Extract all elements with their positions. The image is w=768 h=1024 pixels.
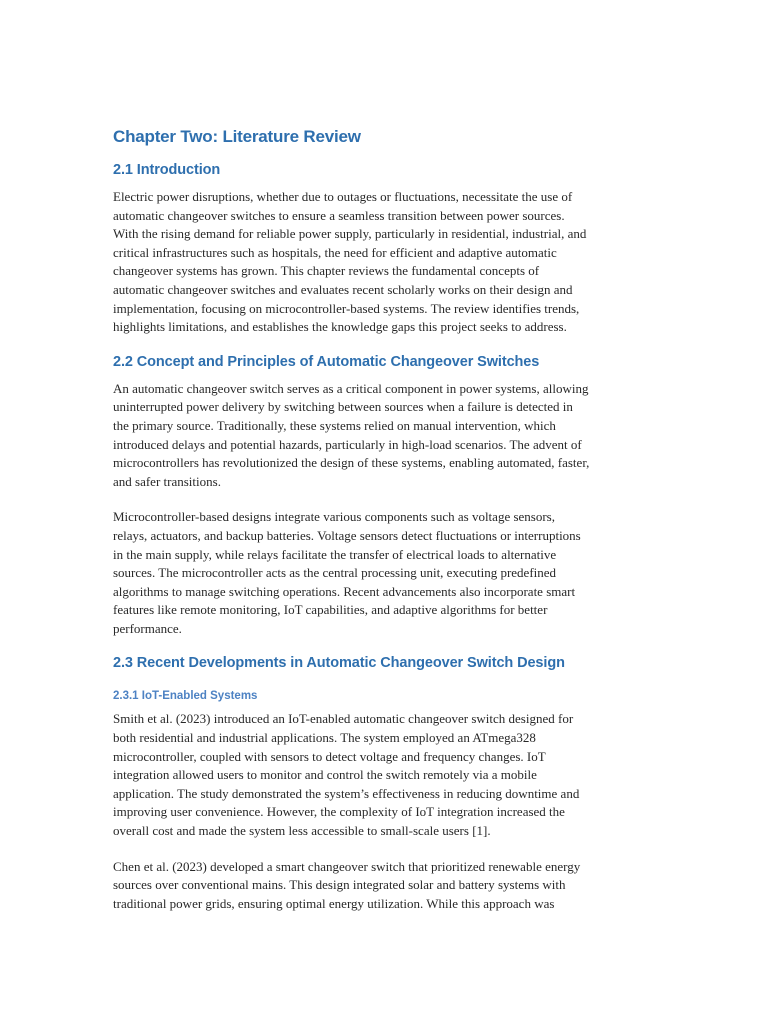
paragraph-line: microcontroller, coupled with sensors to detect voltage and frequency changes. IoT bbox=[113, 748, 546, 764]
paragraph-intro bbox=[113, 188, 657, 337]
paragraph-line: implementation, focusing on microcontroller-based systems. The review identifies trends, bbox=[113, 300, 580, 316]
chapter-title: Chapter Two: Literature Review bbox=[113, 127, 361, 146]
paragraph-line: in the main supply, while relays facilitate the transfer of electrical loads to alternative bbox=[113, 546, 557, 562]
section-heading-2-2: 2.2 Concept and Principles of Automatic Changeover Switches bbox=[113, 353, 540, 370]
paragraph-line: Microcontroller-based designs integrate various components such as voltage sensors, bbox=[113, 509, 555, 525]
paragraph-line: overall cost and made the system less accessible to small-scale users [1]. bbox=[113, 823, 491, 839]
paragraph-line: features like remote monitoring, IoT capabilities, and adaptive algorithms for better bbox=[113, 602, 548, 618]
paragraph-line: critical infrastructures such as hospitals, the need for efficient and adaptive automatic bbox=[113, 244, 557, 260]
paragraph-line: introduced delays and potential hazards, particularly in high-load scenarios. The advent of bbox=[113, 436, 582, 452]
section-heading-2-3: 2.3 Recent Developments in Automatic Changeover Switch Design bbox=[113, 655, 565, 672]
paragraph-line: integration allowed users to monitor and control the switch remotely via a mobile bbox=[113, 767, 537, 783]
paragraph-concept-1 bbox=[113, 380, 657, 492]
paragraph-line: traditional power grids, ensuring optimal energy utilization. While this approach was bbox=[113, 895, 555, 911]
section-heading-2-1: 2.1 Introduction bbox=[113, 162, 221, 178]
paragraph-concept-2 bbox=[113, 508, 657, 638]
paragraph-line: changeover systems has grown. This chapter reviews the fundamental concepts of bbox=[113, 263, 540, 279]
paragraph-line: the primary source. Traditionally, these systems relied on manual intervention, which bbox=[113, 417, 556, 433]
paragraph-line: performance. bbox=[113, 620, 182, 636]
paragraph-line: and safer transitions. bbox=[113, 473, 221, 489]
paragraph-iot-chen bbox=[113, 858, 657, 914]
paragraph-line: automatic changeover switches to ensure a seamless transition between power sources. bbox=[113, 207, 565, 223]
paragraph-line: highlights limitations, and establishes the knowledge gaps this project seeks to address. bbox=[113, 319, 567, 335]
paragraph-line: sources. The microcontroller acts as the central processing unit, executing predefined bbox=[113, 565, 557, 581]
paragraph-line: sources over conventional mains. This design integrated solar and battery systems with bbox=[113, 877, 566, 893]
paragraph-line: An automatic changeover switch serves as a critical component in power systems, allowing bbox=[113, 380, 589, 396]
paragraph-line: Electric power disruptions, whether due to outages or fluctuations, necessitate the use of bbox=[113, 189, 573, 204]
paragraph-line: application. The study demonstrated the system’s effectiveness in reducing downtime and bbox=[113, 785, 580, 801]
paragraph-iot-smith bbox=[113, 710, 657, 840]
paragraph-line: Chen et al. (2023) developed a smart changeover switch that prioritized renewable energy bbox=[113, 858, 581, 874]
paragraph-line: Smith et al. (2023) introduced an IoT-enabled automatic changeover switch designed for bbox=[113, 711, 574, 727]
subsection-heading-2-3-1: 2.3.1 IoT-Enabled Systems bbox=[113, 690, 258, 703]
paragraph-line: improving user convenience. However, the complexity of IoT integration increased the bbox=[113, 804, 565, 820]
paragraph-line: both residential and industrial applications. The system employed an ATmega328 bbox=[113, 730, 536, 746]
paragraph-line: uninterrupted power delivery by switching between sources when a failure is detected in bbox=[113, 399, 573, 415]
paragraph-line: microcontrollers has revolutionized the design of these systems, enabling automated, faster, bbox=[113, 455, 590, 471]
paragraph-line: relays, actuators, and backup batteries. Voltage sensors detect fluctuations or interruptions bbox=[113, 527, 581, 543]
paragraph-line: automatic changeover switches and evaluates recent scholarly works on their design and bbox=[113, 281, 573, 297]
paragraph-line: algorithms to manage switching operations. Recent advancements also incorporate smart bbox=[113, 583, 576, 599]
paragraph-line: With the rising demand for reliable power supply, particularly in residential, industrial, and bbox=[113, 226, 587, 242]
